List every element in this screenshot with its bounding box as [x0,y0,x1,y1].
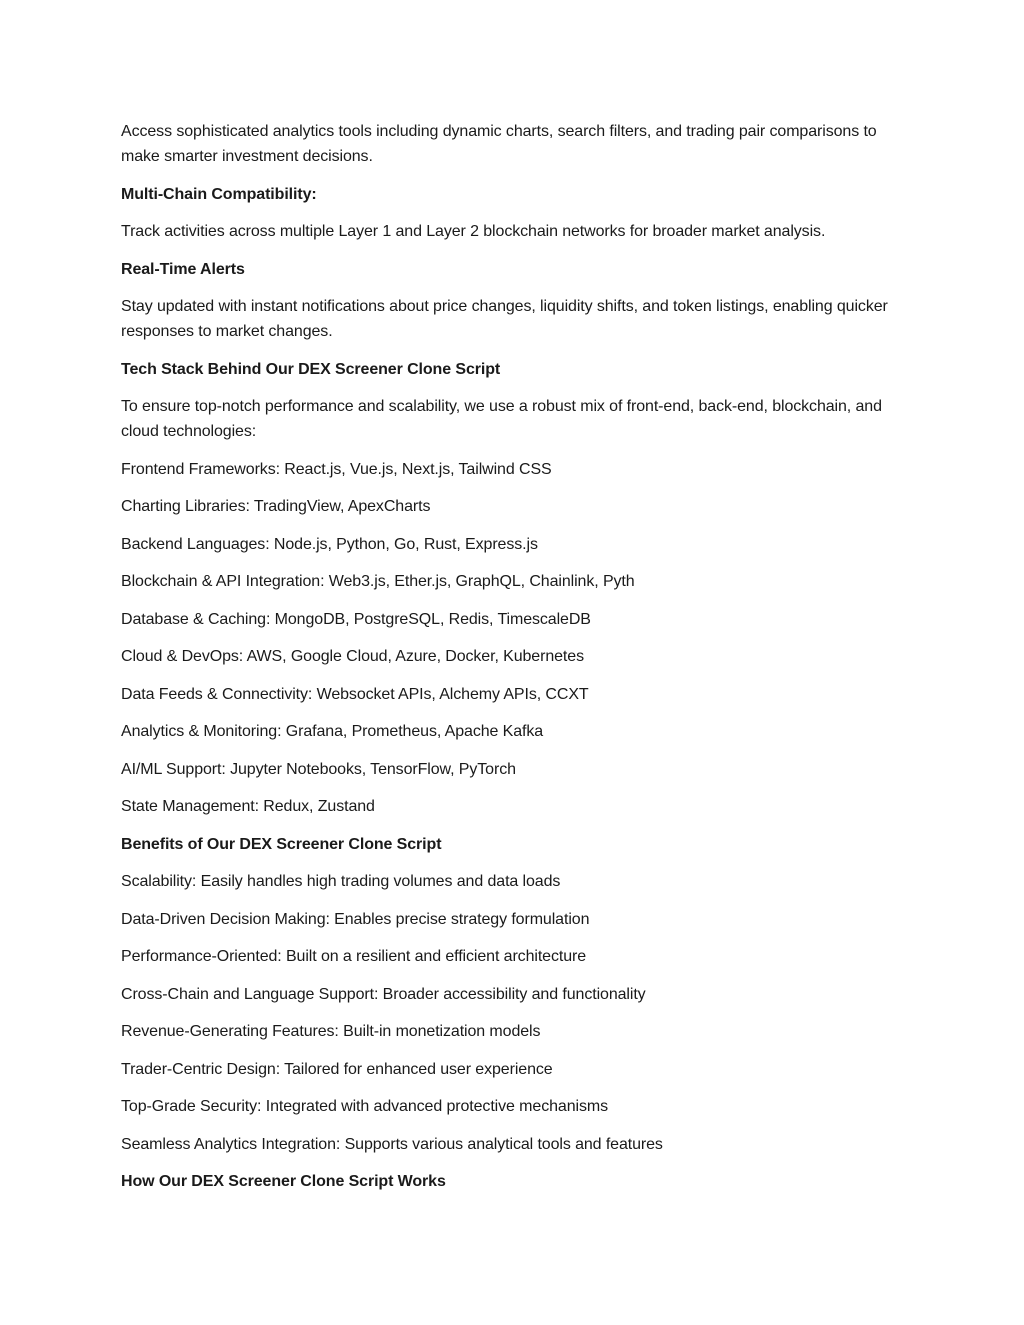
tech-stack-item: Data Feeds & Connectivity: Websocket APIs, Alchemy APIs, CCXT [121,685,589,703]
tech-stack-item: Charting Libraries: TradingView, ApexCharts [121,498,431,515]
tech-stack-item: Cloud & DevOps: AWS, Google Cloud, Azure, Docker, Kubernetes [121,648,584,665]
tech-stack-item: Blockchain & API Integration: Web3.js, Ether.js, GraphQL, Chainlink, Pyth [121,573,635,590]
alerts-body: Stay updated with instant notifications about price changes, liquidity shifts, and token listings, enabling quicker responses to market changes. [121,298,888,340]
tech-stack-item: AI/ML Support: Jupyter Notebooks, TensorFlow, PyTorch [121,760,516,778]
benefit-item: Data-Driven Decision Making: Enables precise strategy formulation [121,910,590,928]
tech-stack-item: Database & Caching: MongoDB, PostgreSQL, Redis, TimescaleDB [121,610,591,628]
tech-stack-item: Frontend Frameworks: React.js, Vue.js, Next.js, Tailwind CSS [121,460,552,478]
tech-stack-intro: To ensure top-notch performance and scalability, we use a robust mix of front-end, back-end, blockchain, and cloud technologies: [121,398,882,440]
multi-chain-heading: Multi-Chain Compatibility: [121,185,317,203]
tech-stack-heading: Tech Stack Behind Our DEX Screener Clone Script [121,360,501,378]
multi-chain-body: Track activities across multiple Layer 1 and Layer 2 blockchain networks for broader market analysis. [121,223,826,240]
benefit-item: Performance-Oriented: Built on a resilient and efficient architecture [121,948,587,965]
intro-paragraph: Access sophisticated analytics tools including dynamic charts, search filters, and trading pair comparisons to make smarter investment decisions. [121,123,877,165]
tech-stack-item: Analytics & Monitoring: Grafana, Prometheus, Apache Kafka [121,723,544,740]
benefits-heading: Benefits of Our DEX Screener Clone Script [121,835,442,853]
document-page [121,119,911,1207]
benefit-item: Trader-Centric Design: Tailored for enhanced user experience [121,1060,553,1078]
how-it-works-heading: How Our DEX Screener Clone Script Works [121,1173,446,1190]
benefit-item: Seamless Analytics Integration: Supports various analytical tools and features [121,1135,663,1153]
tech-stack-item: Backend Languages: Node.js, Python, Go, Rust, Express.js [121,535,538,553]
benefit-item: Revenue-Generating Features: Built-in monetization models [121,1023,541,1040]
benefit-item: Cross-Chain and Language Support: Broader accessibility and functionality [121,985,646,1003]
alerts-heading: Real-Time Alerts [121,260,245,278]
tech-stack-item: State Management: Redux, Zustand [121,798,375,815]
benefit-item: Top-Grade Security: Integrated with advanced protective mechanisms [121,1098,608,1115]
benefit-item: Scalability: Easily handles high trading volumes and data loads [121,873,561,890]
